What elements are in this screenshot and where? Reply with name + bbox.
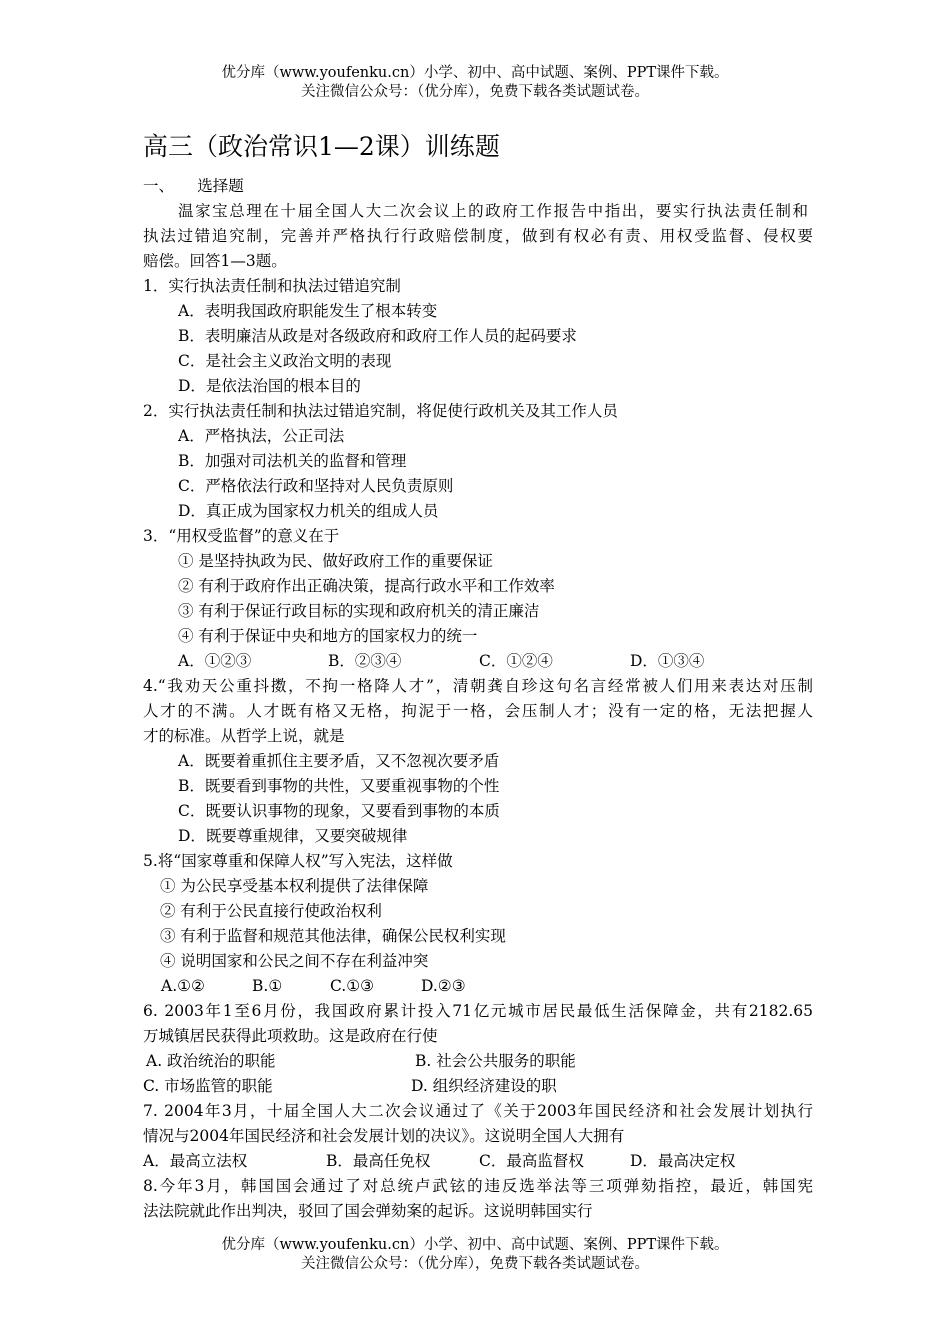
footer-line-1: 优分库（www.youfenku.cn）小学、初中、高中试题、案例、PPT课件下载。 (221, 1237, 729, 1253)
statement-item: ③ 有利于监督和规范其他法律，确保公民权利实现 (160, 927, 506, 945)
page-title: 高三（政治常识1—2课）训练题 (143, 132, 500, 161)
choice-row (161, 974, 781, 999)
answer-option: D. 组织经济建设的职 (411, 1077, 557, 1095)
question-stem: 法法院就此作出判决，驳回了国会弹劾案的起诉。这说明韩国实行 (143, 1202, 593, 1220)
question-stem: 5.将“国家尊重和保障人权”写入宪法，这样做 (143, 852, 453, 870)
intro-line: 赔偿。回答1—3题。 (143, 252, 287, 270)
statement-item: ① 是坚持执政为民、做好政府工作的重要保证 (178, 552, 493, 570)
intro-line: 温家宝总理在十届全国人大二次会议上的政府工作报告中指出，要实行执法责任制和 (178, 202, 808, 220)
answer-option: C．严格依法行政和坚持对人民负责原则 (178, 477, 454, 495)
answer-choice: D．①③④ (630, 652, 705, 670)
statement-item: ① 为公民享受基本权利提供了法律保障 (160, 877, 429, 895)
question-stem: 1．实行执法责任制和执法过错追究制 (143, 277, 401, 295)
header-line-2: 关注微信公众号：（优分库），免费下载各类试题试卷。 (301, 84, 649, 100)
choice-row (143, 1074, 813, 1099)
question-stem: 4.“我劝天公重抖擞，不拘一格降人才”，清朝龚自珍这句名言经常被人们用来表达对压制 (143, 677, 813, 695)
answer-choice: C．最高监督权 (479, 1152, 584, 1170)
footer-line-2: 关注微信公众号：（优分库），免费下载各类试题试卷。 (301, 1256, 649, 1272)
statement-item: ② 有利于公民直接行使政治权利 (160, 902, 382, 920)
answer-option: B．既要看到事物的共性，又要重视事物的个性 (178, 777, 500, 795)
answer-option: A．严格执法，公正司法 (178, 427, 345, 445)
question-stem: 3．“用权受监督”的意义在于 (143, 527, 340, 545)
choice-row (143, 1149, 813, 1174)
answer-choice: A．①②③ (178, 652, 252, 670)
answer-option: D．既要尊重规律，又要突破规律 (178, 827, 408, 845)
answer-option: A. 政治统治的职能 (146, 1052, 276, 1070)
statement-item: ④ 有利于保证中央和地方的国家权力的统一 (178, 627, 478, 645)
answer-choice: B．最高任免权 (326, 1152, 431, 1170)
answer-choice: C．①②④ (479, 652, 553, 670)
answer-option: B. 社会公共服务的职能 (415, 1052, 576, 1070)
choice-row (178, 649, 798, 674)
answer-choice: A．最高立法权 (143, 1152, 248, 1170)
answer-option: C．是社会主义政治文明的表现 (178, 352, 392, 370)
answer-choice: B.① (252, 977, 283, 995)
answer-option: B．表明廉洁从政是对各级政府和政府工作人员的起码要求 (178, 327, 577, 345)
question-stem: 人才的不满。人才既有格又无格，拘泥于一格，会压制人才；没有一定的格，无法把握人 (143, 702, 813, 720)
answer-choice: D.②③ (421, 977, 466, 995)
question-stem: 6. 2003年1至6月份，我国政府累计投入71亿元城市居民最低生活保障金，共有2182.65 (143, 1002, 813, 1020)
question-stem: 万城镇居民获得此项救助。这是政府在行使 (143, 1027, 438, 1045)
question-stem: 2．实行执法责任制和执法过错追究制，将促使行政机关及其工作人员 (143, 402, 618, 420)
choice-row (143, 1049, 813, 1074)
answer-choice: B．②③④ (328, 652, 402, 670)
answer-option: A．表明我国政府职能发生了根本转变 (178, 302, 438, 320)
answer-option: C. 市场监管的职能 (143, 1077, 273, 1095)
answer-choice: A.①② (161, 977, 205, 995)
answer-option: A．既要着重抓住主要矛盾，又不忽视次要矛盾 (178, 752, 500, 770)
answer-choice: C.①③ (330, 977, 375, 995)
question-stem: 7. 2004年3月，十届全国人大二次会议通过了《关于2003年国民经济和社会发展计划执行 (143, 1102, 813, 1120)
section-heading: 一、 选择题 (143, 177, 244, 195)
answer-option: D．真正成为国家权力机关的组成人员 (178, 502, 439, 520)
intro-line: 执法过错追究制，完善并严格执行行政赔偿制度，做到有权必有责、用权受监督、侵权要 (143, 227, 813, 245)
question-stem: 情况与2004年国民经济和社会发展计划的决议》。这说明全国人大拥有 (143, 1127, 625, 1145)
statement-item: ② 有利于政府作出正确决策，提高行政水平和工作效率 (178, 577, 555, 595)
question-stem: 8.今年3月，韩国国会通过了对总统卢武铉的违反选举法等三项弹劾指控，最近，韩国宪 (143, 1177, 813, 1195)
statement-item: ④ 说明国家和公民之间不存在利益冲突 (160, 952, 429, 970)
answer-option: B．加强对司法机关的监督和管理 (178, 452, 407, 470)
answer-option: D．是依法治国的根本目的 (178, 377, 361, 395)
answer-option: C．既要认识事物的现象，又要看到事物的本质 (178, 802, 500, 820)
header-line-1: 优分库（www.youfenku.cn）小学、初中、高中试题、案例、PPT课件下载。 (221, 65, 729, 81)
statement-item: ③ 有利于保证行政目标的实现和政府机关的清正廉洁 (178, 602, 540, 620)
answer-choice: D．最高决定权 (630, 1152, 736, 1170)
question-stem: 才的标准。从哲学上说，就是 (143, 727, 345, 745)
